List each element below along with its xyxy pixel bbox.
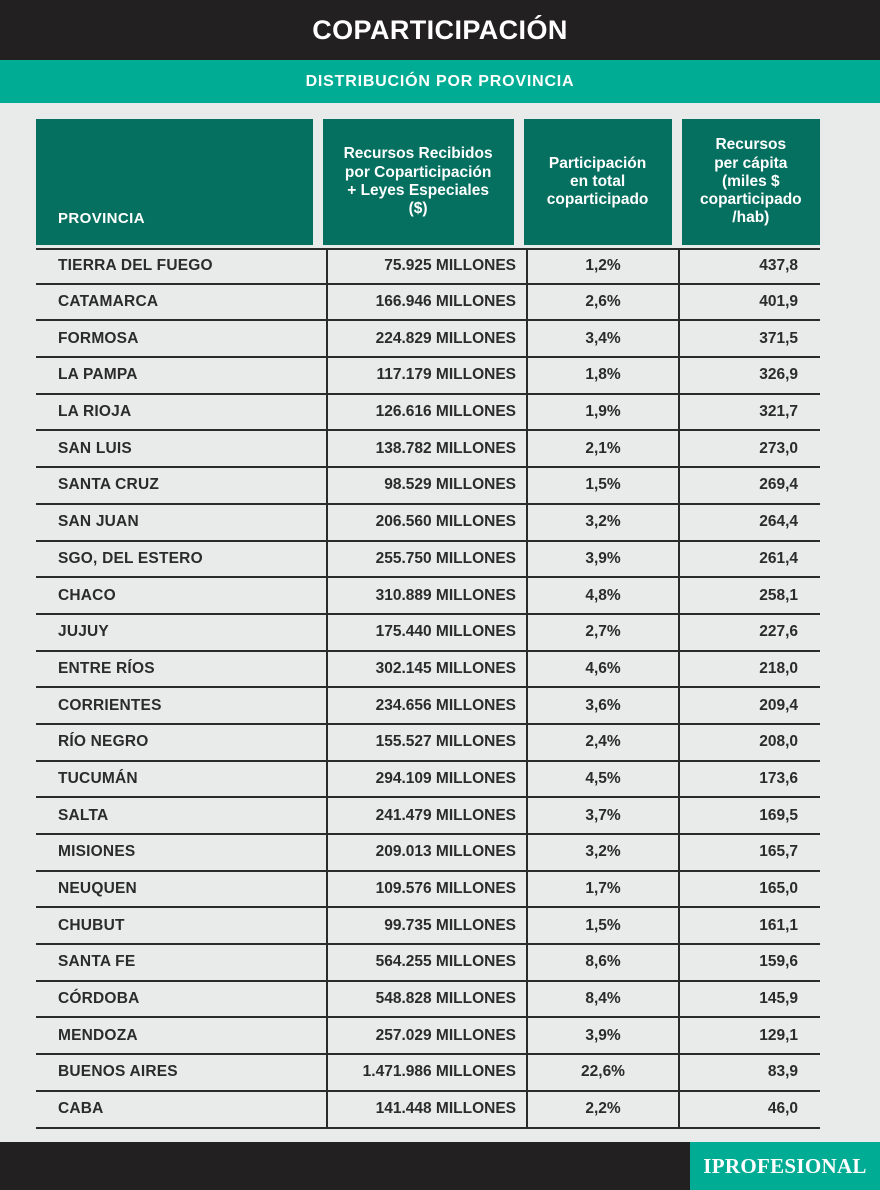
column-header-line: por Coparticipación (344, 163, 492, 181)
cell-amount: 294.109 MILLONES (326, 762, 526, 797)
cell-percap: 371,5 (678, 321, 820, 356)
cell-amount: 109.576 MILLONES (326, 872, 526, 907)
cell-amount: 141.448 MILLONES (326, 1092, 526, 1127)
cell-amount: 310.889 MILLONES (326, 578, 526, 613)
cell-province: NEUQUEN (58, 880, 137, 898)
cell-amount: 241.479 MILLONES (326, 798, 526, 833)
cell-province: SANTA FE (58, 953, 136, 971)
cell-amount: 166.946 MILLONES (326, 285, 526, 320)
cell-percap: 269,4 (678, 468, 820, 503)
cell-share: 2,2% (526, 1092, 678, 1127)
cell-percap: 209,4 (678, 688, 820, 723)
cell-province: RÍO NEGRO (58, 733, 149, 751)
cell-share: 3,7% (526, 798, 678, 833)
cell-province: BUENOS AIRES (58, 1063, 178, 1081)
cell-percap: 227,6 (678, 615, 820, 650)
cell-percap: 46,0 (678, 1092, 820, 1127)
cell-amount: 206.560 MILLONES (326, 505, 526, 540)
table-row (36, 982, 820, 1019)
footer-bar (0, 1142, 880, 1190)
cell-province: CHACO (58, 586, 116, 604)
cell-amount: 209.013 MILLONES (326, 835, 526, 870)
cell-share: 1,7% (526, 872, 678, 907)
column-header-line: Recursos (715, 136, 787, 154)
table-row (36, 1018, 820, 1055)
cell-share: 3,4% (526, 321, 678, 356)
subtitle-bar (0, 60, 880, 103)
column-header-line: Recursos Recibidos (343, 145, 493, 163)
cell-share: 4,6% (526, 652, 678, 687)
column-header-line: per cápita (714, 154, 788, 172)
cell-share: 8,4% (526, 982, 678, 1017)
table-body (36, 248, 820, 1129)
column-header-provincia-label: PROVINCIA (58, 210, 145, 227)
table-row (36, 578, 820, 615)
iprofesional-logo: IPROFESIONAL (703, 1153, 867, 1178)
cell-share: 22,6% (526, 1055, 678, 1090)
cell-amount: 99.735 MILLONES (326, 908, 526, 943)
cell-amount: 138.782 MILLONES (326, 431, 526, 466)
cell-percap: 173,6 (678, 762, 820, 797)
cell-province: LA PAMPA (58, 366, 138, 384)
cell-percap: 264,4 (678, 505, 820, 540)
cell-amount: 548.828 MILLONES (326, 982, 526, 1017)
cell-province: MISIONES (58, 843, 136, 861)
column-header-recursos-per-capita (682, 119, 820, 245)
cell-amount: 255.750 MILLONES (326, 542, 526, 577)
cell-percap: 145,9 (678, 982, 820, 1017)
table-row (36, 615, 820, 652)
cell-province: CÓRDOBA (58, 990, 140, 1008)
cell-percap: 401,9 (678, 285, 820, 320)
column-header-line: (miles $ (721, 172, 780, 190)
table-row (36, 945, 820, 982)
coparticipacion-table (0, 103, 880, 1129)
cell-province: TIERRA DEL FUEGO (58, 257, 213, 275)
cell-amount: 75.925 MILLONES (326, 250, 526, 283)
cell-percap: 437,8 (678, 250, 820, 283)
cell-province: CATAMARCA (58, 293, 159, 311)
cell-amount: 155.527 MILLONES (326, 725, 526, 760)
cell-province: SALTA (58, 806, 109, 824)
cell-province: SANTA CRUZ (58, 476, 160, 494)
table-row (36, 652, 820, 689)
cell-percap: 321,7 (678, 395, 820, 430)
cell-amount: 224.829 MILLONES (326, 321, 526, 356)
cell-amount: 234.656 MILLONES (326, 688, 526, 723)
table-row (36, 542, 820, 579)
cell-amount: 126.616 MILLONES (326, 395, 526, 430)
table-row (36, 908, 820, 945)
table-row (36, 505, 820, 542)
cell-share: 8,6% (526, 945, 678, 980)
table-row (36, 358, 820, 395)
cell-share: 2,7% (526, 615, 678, 650)
column-header-line: Participación (548, 154, 647, 172)
cell-percap: 165,0 (678, 872, 820, 907)
column-header-line: + Leyes Especiales (347, 182, 489, 199)
table-row (36, 798, 820, 835)
table-row (36, 762, 820, 799)
cell-province: ENTRE RÍOS (58, 659, 155, 677)
cell-percap: 326,9 (678, 358, 820, 393)
cell-share: 1,2% (526, 250, 678, 283)
table-row (36, 688, 820, 725)
column-header-line: coparticipado (700, 191, 802, 209)
cell-province: SGO, DEL ESTERO (58, 549, 203, 567)
cell-share: 3,2% (526, 835, 678, 870)
cell-share: 4,8% (526, 578, 678, 613)
cell-share: 2,6% (526, 285, 678, 320)
cell-share: 1,9% (526, 395, 678, 430)
table-row (36, 725, 820, 762)
column-header-participacion (524, 119, 672, 245)
table-row (36, 321, 820, 358)
table-row (36, 285, 820, 322)
cell-province: CORRIENTES (58, 696, 162, 714)
table-row (36, 468, 820, 505)
cell-share: 1,8% (526, 358, 678, 393)
cell-amount: 302.145 MILLONES (326, 652, 526, 687)
cell-percap: 261,4 (678, 542, 820, 577)
cell-percap: 83,9 (678, 1055, 820, 1090)
table-row (36, 835, 820, 872)
page-title: COPARTICIPACIÓN (312, 14, 568, 45)
cell-percap: 159,6 (678, 945, 820, 980)
table-row (36, 248, 820, 285)
cell-share: 3,9% (526, 1018, 678, 1053)
cell-province: CABA (58, 1100, 104, 1118)
table-row (36, 395, 820, 432)
cell-amount: 1.471.986 MILLONES (326, 1055, 526, 1090)
cell-percap: 273,0 (678, 431, 820, 466)
column-header-line: /hab) (732, 209, 770, 227)
cell-share: 3,2% (526, 505, 678, 540)
table-row (36, 1092, 820, 1129)
cell-share: 4,5% (526, 762, 678, 797)
cell-amount: 564.255 MILLONES (326, 945, 526, 980)
cell-percap: 129,1 (678, 1018, 820, 1053)
cell-province: MENDOZA (58, 1026, 138, 1044)
cell-province: SAN LUIS (58, 439, 132, 457)
column-header-line: ($) (408, 200, 428, 218)
cell-amount: 98.529 MILLONES (326, 468, 526, 503)
cell-province: SAN JUAN (58, 513, 139, 531)
cell-share: 1,5% (526, 908, 678, 943)
cell-province: JUJUY (58, 623, 109, 641)
table-row (36, 431, 820, 468)
column-header-line: coparticipado (546, 191, 649, 209)
cell-share: 2,4% (526, 725, 678, 760)
cell-percap: 169,5 (678, 798, 820, 833)
title-bar (0, 0, 880, 60)
brand-block (690, 1142, 880, 1190)
table-header-row (36, 119, 820, 245)
cell-percap: 258,1 (678, 578, 820, 613)
table-row (36, 872, 820, 909)
cell-amount: 257.029 MILLONES (326, 1018, 526, 1053)
cell-province: CHUBUT (58, 916, 125, 934)
cell-percap: 208,0 (678, 725, 820, 760)
cell-province: TUCUMÁN (58, 769, 138, 787)
column-header-line: en total (570, 172, 626, 190)
cell-amount: 175.440 MILLONES (326, 615, 526, 650)
column-header-recursos-recibidos (323, 119, 514, 245)
column-header-provincia (36, 119, 313, 245)
cell-share: 3,9% (526, 542, 678, 577)
cell-share: 2,1% (526, 431, 678, 466)
cell-amount: 117.179 MILLONES (326, 358, 526, 393)
cell-percap: 161,1 (678, 908, 820, 943)
cell-percap: 165,7 (678, 835, 820, 870)
cell-province: FORMOSA (58, 329, 139, 347)
table-row (36, 1055, 820, 1092)
cell-percap: 218,0 (678, 652, 820, 687)
cell-province: LA RIOJA (58, 403, 132, 421)
cell-share: 3,6% (526, 688, 678, 723)
page-subtitle: DISTRIBUCIÓN POR PROVINCIA (305, 72, 575, 90)
cell-share: 1,5% (526, 468, 678, 503)
